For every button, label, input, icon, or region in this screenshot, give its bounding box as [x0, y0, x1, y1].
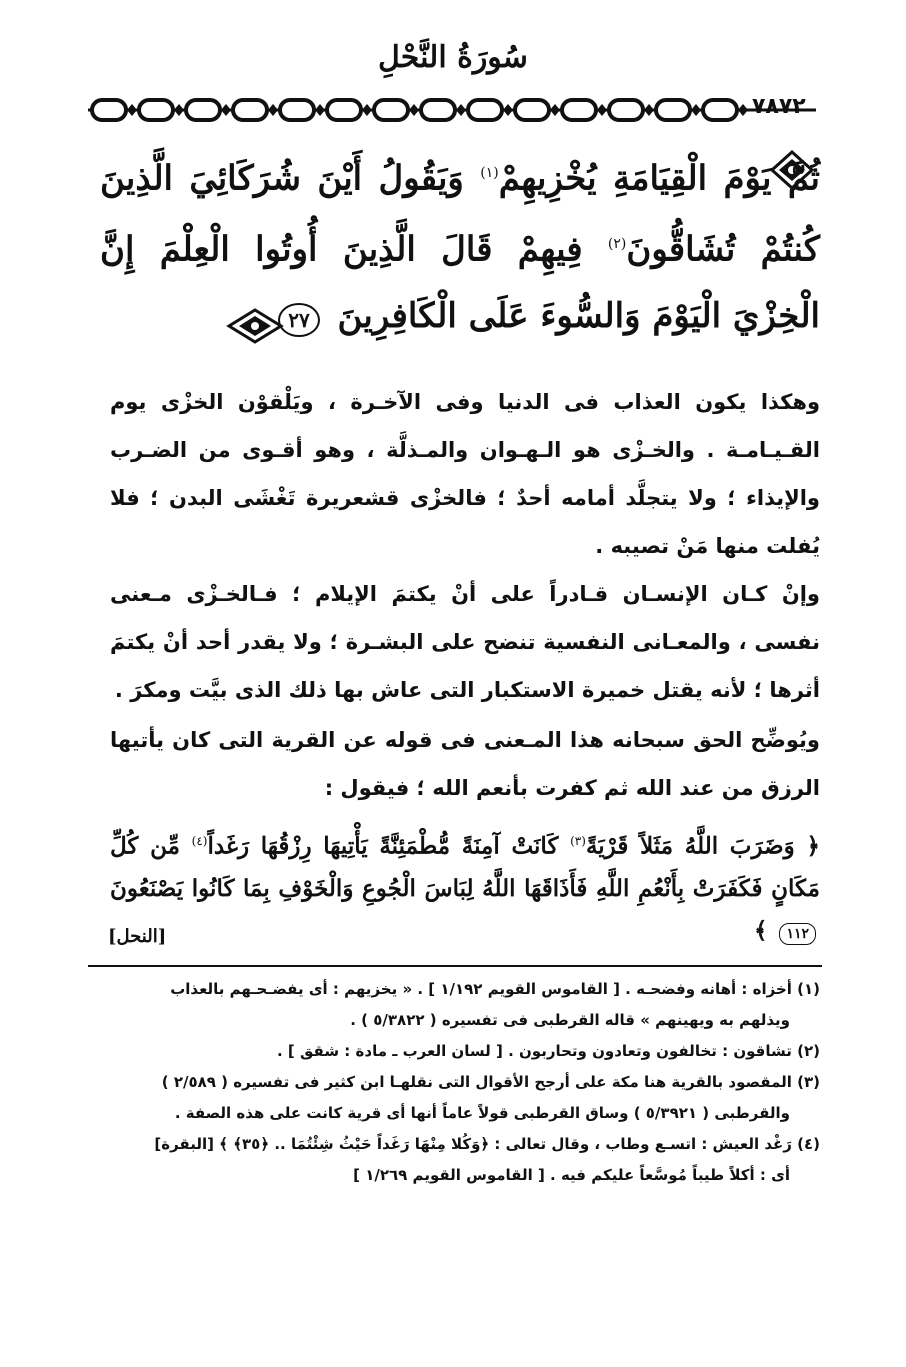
footnote-3-line-1: (٣) المقصود بالقرية هنا مكة على أرجح الأقوال التى نقلهـا ابن كثير فى تفسيره ( ٢/٥٨٩ ): [161, 1073, 820, 1091]
chain-diamond: [456, 104, 466, 116]
footnotes: [90, 974, 820, 1191]
chain-links: [92, 100, 748, 120]
chain-diamond: [268, 104, 278, 116]
verse-line-4: الْيَوْمَ وَالسُّوءَ عَلَى الْكَافِرِينَ: [337, 295, 722, 336]
verse-end-ornament-icon: [225, 306, 285, 346]
footnote-divider: [88, 965, 822, 967]
chain-link: [186, 100, 220, 120]
chain-diamond: [738, 104, 748, 116]
footnote-3: [90, 1067, 820, 1129]
chain-diamond: [409, 104, 419, 116]
paragraph-3: ويُوضِّح الحق سبحانه هذا المـعنى فى قوله عن القرية التى كان يأتيها الرزق من عند الله ثم كفرت بأنعم الله ؛ فيقول :: [110, 728, 820, 800]
chain-link: [468, 100, 502, 120]
chain-link: [139, 100, 173, 120]
header-ornament-band: [88, 92, 816, 128]
verse-line-2: وَيَقُولُ أَيْنَ شُرَكَائِيَ الَّذِينَ كُنتُمْ تُشَاقُّونَ: [100, 158, 820, 270]
chain-link: [562, 100, 596, 120]
footnote-mark-2: (٢): [607, 236, 627, 253]
surah-title: سُورَةُ النَّحْلِ: [378, 40, 528, 75]
footnote-2-line-1: (٢) تشاقون : تخالفون وتعادون وتحاربون . [ لسان العرب ـ مادة : شقق ] .: [277, 1042, 820, 1060]
chain-diamond: [174, 104, 184, 116]
paragraph-2: وإنْ كـان الإنسـان قـادراً على أنْ يكتمَ الإيلام ؛ فـالخـزْى مـعنى نفسى ، والمعـانى النفسية تنضح على البشـرة ؛ ولا يقدر أحد أنْ يكتمَ أثرها ؛ لأنه يقتل خميرة الاستكبار التى عاش بها ذلك الذى بيَّت ومكرَ .: [110, 582, 820, 702]
verse-number-badge: ٢٧: [278, 303, 319, 337]
paragraph-1: وهكذا يكون العذاب فى الدنيا وفى الآخـرة ، ويَلْقوْن الخزْى يوم القـيـامـة . والخـزْى هو الـهـوان والمـذلَّة ، وهو أقـوى من الضـرب والإيذاء ؛ ولا يتجلَّد أمامه أحدٌ ؛ فالخزْى قشعريرة تَغْشَى البدن ؛ فلا يُفلت منها مَنْ تصيبه .: [110, 390, 820, 558]
page-number: ٧٨٧٢: [752, 94, 806, 119]
footnote-1-line-1: (١) أخزاه : أهانه وفضحـه . [ القاموس القويم ١/١٩٢ ] . « يخزيهم : أى يفضـحـهم بالعذاب: [170, 980, 820, 998]
quote-open-bracket: ﴿: [806, 832, 820, 860]
chain-diamond: [644, 104, 654, 116]
quote-close-bracket: ﴾: [753, 916, 768, 944]
chain-link: [515, 100, 549, 120]
quote-text-2: كَانَتْ آمِنَةً مُّطْمَئِنَّةً يَأْتِيهَا رِزْقُهَا رَغَداً: [207, 832, 559, 860]
verse-line-3: فِيهِمْ قَالَ الَّذِينَ أُوتُوا الْعِلْمَ إِنَّ الْخِزْيَ: [100, 229, 820, 336]
footnote-4-line-2: أى : أكلاً طيباً مُوسَّعاً عليكم فيه . [ القاموس القويم ١/٢٦٩ ]: [353, 1166, 790, 1184]
footnote-mark-3: (٣): [570, 834, 586, 848]
chain-diamond: [691, 104, 701, 116]
chain-link: [92, 100, 126, 120]
verse-block: [100, 140, 820, 349]
chain-link: [327, 100, 361, 120]
chain-diamond: [315, 104, 325, 116]
footnote-1-line-2: ويذلهم به ويهينهم » قاله القرطبى فى تفسيره ( ٥/٣٨٢٢ ) .: [350, 1011, 790, 1029]
chain-link: [233, 100, 267, 120]
footnote-4-line-1: (٤) رَغْد العيش : اتسـع وطاب ، وقال تعالى : ﴿وَكُلا مِنْهَا رَغَداً حَيْثُ شِئْتُمَا .. ﴿٣٥﴾ ﴾ [البقرة]: [154, 1135, 820, 1153]
quote-source: [النحل]: [108, 926, 167, 947]
quote-text-3: مِّن كُلِّ مَكَانٍ فَكَفَرَتْ بِأَنْعُمِ اللَّهِ فَأَذَاقَهَا اللَّهُ لِبَاسَ الْجُوعِ وَالْخَوْفِ بِمَا كَانُوا يَصْنَعُونَ: [110, 832, 820, 902]
footnote-mark-1: (١): [480, 165, 499, 181]
chain-diamond: [221, 104, 231, 116]
footnote-mark-4: (٤): [191, 834, 208, 848]
chain-diamond: [550, 104, 560, 116]
chain-diamond: [362, 104, 372, 116]
footnote-3-line-2: والقرطبى ( ٥/٣٩٢١ ) وساق القرطبى قولاً عاماً أنها أى قرية كانت على هذه الصفة .: [174, 1104, 790, 1122]
chain-link: [609, 100, 643, 120]
footnote-2: [90, 1036, 820, 1067]
chain-link: [374, 100, 408, 120]
chain-diamond: [503, 104, 513, 116]
chain-link: [703, 100, 737, 120]
chain-diamond: [597, 104, 607, 116]
footnote-1: [90, 974, 820, 1036]
verse-line-1: ثُمَّ يَوْمَ الْقِيَامَةِ يُخْزِيهِمْ: [498, 158, 820, 199]
footnote-4: [90, 1129, 820, 1191]
ayah-number-badge: ١١٢: [779, 923, 816, 945]
quote-text-1: وَضَرَبَ اللَّهُ مَثَلاً قَرْيَةً: [585, 832, 795, 860]
chain-diamond: [127, 104, 137, 116]
chain-link: [280, 100, 314, 120]
chain-link: [421, 100, 455, 120]
quoted-verse: [110, 820, 820, 952]
chain-link: [656, 100, 690, 120]
